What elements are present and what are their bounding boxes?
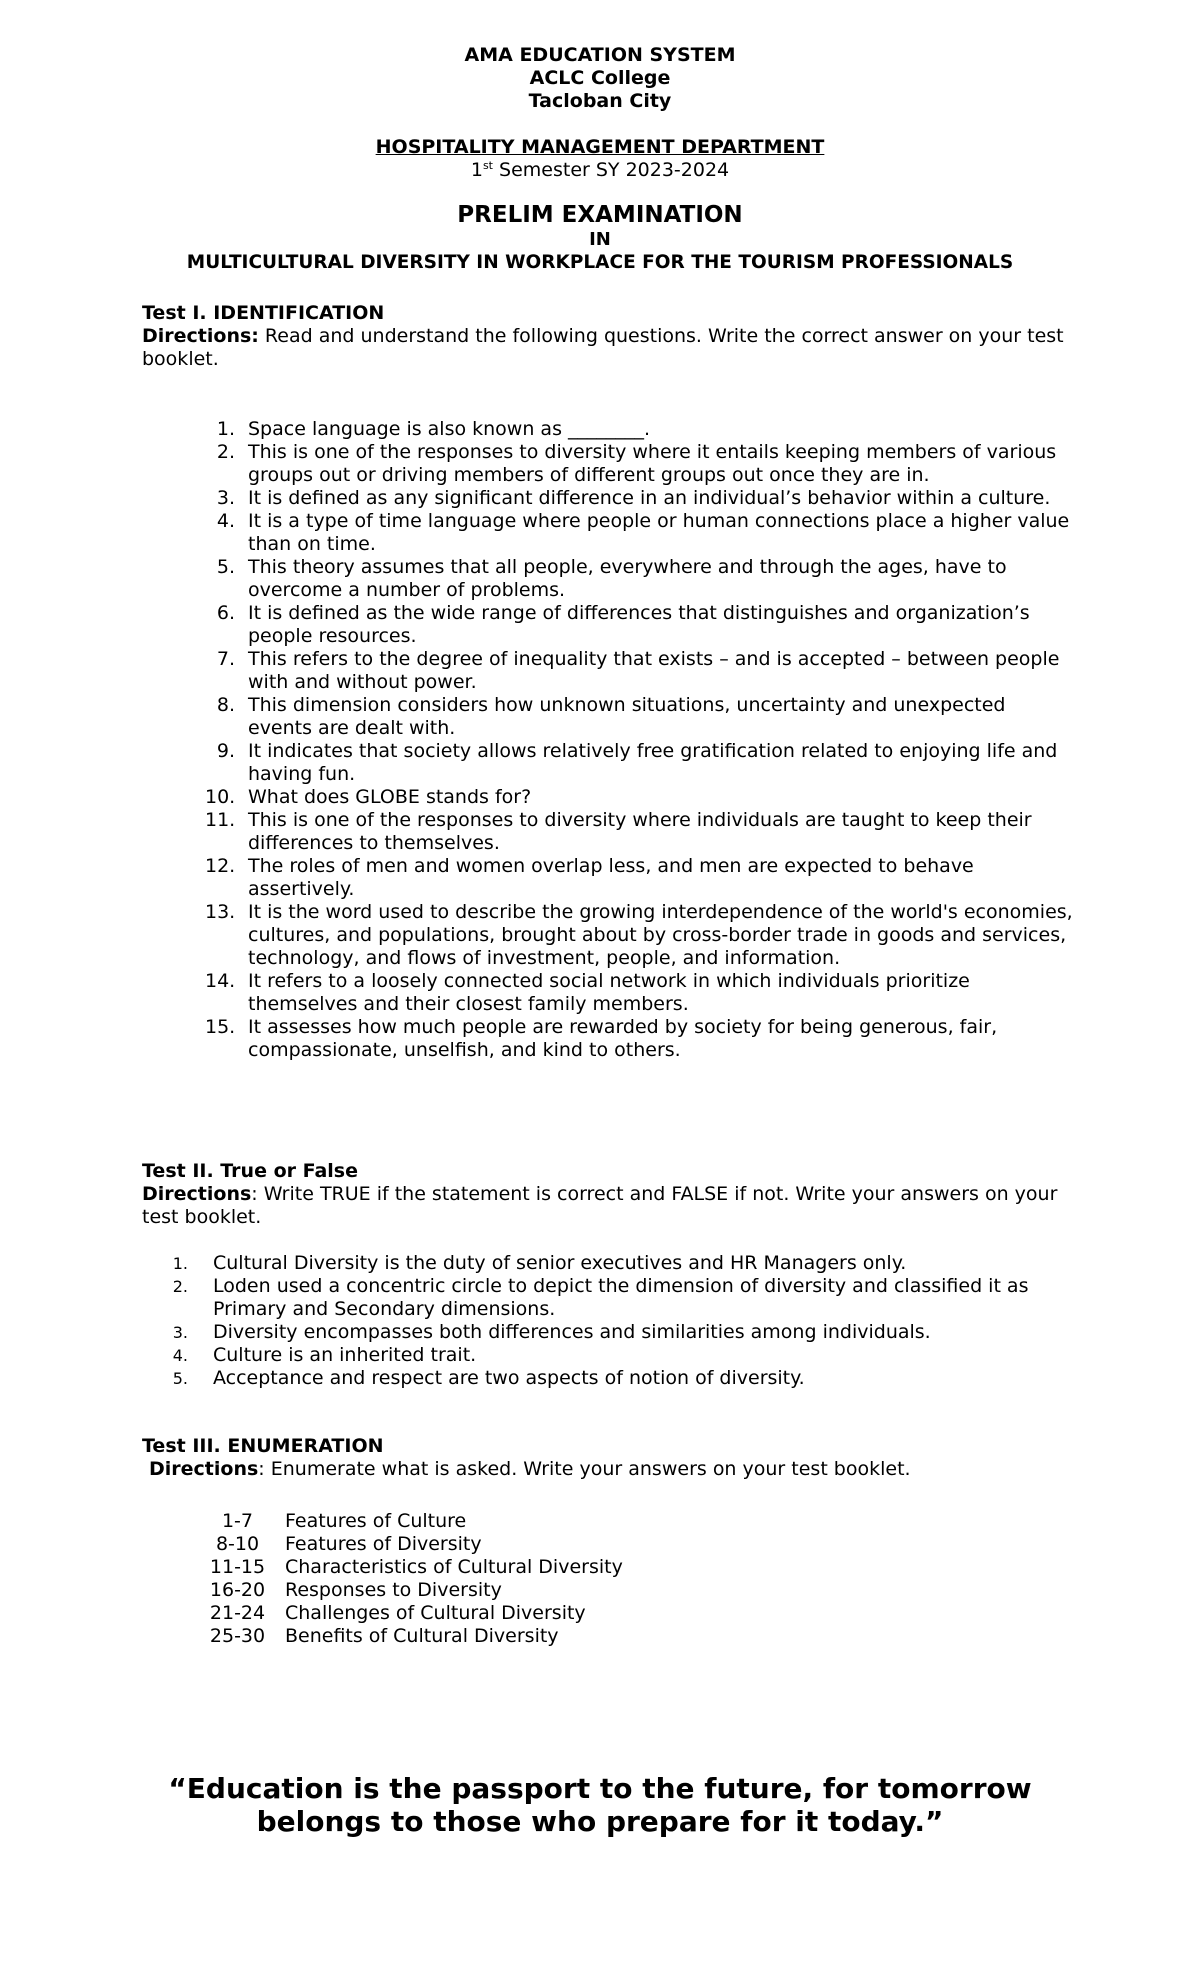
question-item-text: It is defined as the wide range of differences that distinguishes and organization’s people resources. xyxy=(248,602,1030,647)
question-item xyxy=(205,441,1075,487)
enumeration-item-number: 1-7 xyxy=(221,1510,254,1532)
org-name: AMA EDUCATION SYSTEM xyxy=(464,44,736,66)
enumeration-item-text: Benefits of Cultural Diversity xyxy=(285,1625,559,1647)
exam-in: IN xyxy=(589,229,611,250)
question-item-text: This is one of the responses to diversity where individuals are taught to keep their differences to themselves. xyxy=(248,809,1032,854)
question-item-number: 6. xyxy=(216,602,235,624)
question-item-text: It is a type of time language where people or human connections place a higher value than on time. xyxy=(248,510,1070,555)
question-item-text: Space language is also known as ________. xyxy=(248,418,651,440)
question-item-text: This dimension considers how unknown situations, uncertainty and unexpected events are dealt with. xyxy=(248,694,1006,739)
test2-directions-label: Directions xyxy=(142,1183,252,1205)
question-item xyxy=(205,694,1075,740)
department-title: HOSPITALITY MANAGEMENT DEPARTMENT xyxy=(375,136,825,158)
question-item-number: 10. xyxy=(205,786,236,808)
semester-text: Semester SY 2023-2024 xyxy=(492,159,730,181)
question-item-number: 15. xyxy=(205,1016,236,1038)
enumeration-item-number: 16-20 xyxy=(209,1579,266,1601)
question-item-number: 7. xyxy=(216,648,235,670)
enumeration-item xyxy=(205,1625,905,1648)
test1-question-list xyxy=(205,418,1075,1062)
question-item-text: It is the word used to describe the growing interdependence of the world's economies, cultures, and populations, brought about by cross-border trade in goods and services, technology, and flows of investment, people, and information. xyxy=(248,901,1073,969)
statement-item-text: Loden used a concentric circle to depict the dimension of diversity and classified it as Primary and Secondary dimensions. xyxy=(213,1275,1029,1320)
document-header xyxy=(0,44,1200,275)
test3-directions-text: : Enumerate what is asked. Write your answers on your test booklet. xyxy=(258,1458,911,1480)
enumeration-item xyxy=(205,1602,905,1625)
statement-item xyxy=(172,1321,1072,1344)
question-item-text: It assesses how much people are rewarded by society for being generous, fair, compassionate, unselfish, and kind to others. xyxy=(248,1016,998,1061)
question-item-text: It is defined as any significant difference in an individual’s behavior within a culture. xyxy=(248,487,1051,509)
question-item xyxy=(205,786,1075,809)
exam-title: PRELIM EXAMINATION xyxy=(457,202,743,228)
question-item-number: 8. xyxy=(216,694,235,716)
statement-item xyxy=(172,1344,1072,1367)
question-item-text: It refers to a loosely connected social network in which individuals prioritize themselves and their closest family members. xyxy=(248,970,970,1015)
city-name: Tacloban City xyxy=(528,90,672,112)
enumeration-item-text: Responses to Diversity xyxy=(285,1579,502,1601)
question-item-number: 12. xyxy=(205,855,236,877)
test2-title: Test II. True or False xyxy=(142,1160,359,1182)
question-item-text: It indicates that society allows relatively free gratification related to enjoying life and having fun. xyxy=(248,740,1058,785)
question-item-number: 3. xyxy=(216,487,235,509)
question-item xyxy=(205,487,1075,510)
closing-quote xyxy=(0,1772,1200,1838)
question-item-text: This theory assumes that all people, everywhere and through the ages, have to overcome a number of problems. xyxy=(248,556,1007,601)
question-item xyxy=(205,740,1075,786)
question-item xyxy=(205,602,1075,648)
statement-item xyxy=(172,1252,1072,1275)
statement-item-number: 5. xyxy=(172,1369,188,1388)
question-item-text: This refers to the degree of inequality that exists – and is accepted – between people with and without power. xyxy=(248,648,1060,693)
statement-item xyxy=(172,1367,1072,1390)
test3-enumeration-list xyxy=(205,1510,905,1648)
question-item-number: 2. xyxy=(216,441,235,463)
question-item xyxy=(205,855,1075,901)
test1-directions-label: Directions: xyxy=(142,325,259,347)
question-item-number: 9. xyxy=(216,740,235,762)
question-item xyxy=(205,648,1075,694)
question-item-number: 14. xyxy=(205,970,236,992)
enumeration-item-number: 11-15 xyxy=(209,1556,266,1578)
test1-directions-text: Read and understand the following questions. Write the correct answer on your test booklet. xyxy=(142,325,1064,370)
question-item-number: 4. xyxy=(216,510,235,532)
course-title: MULTICULTURAL DIVERSITY IN WORKPLACE FOR THE TOURISM PROFESSIONALS xyxy=(186,252,1014,273)
test1-directions xyxy=(142,325,1072,371)
semester-number: 1 xyxy=(470,159,483,181)
question-item xyxy=(205,1016,1075,1062)
semester-line xyxy=(0,159,1200,182)
enumeration-item-number: 8-10 xyxy=(215,1533,260,1555)
college-name: ACLC College xyxy=(529,67,671,89)
statement-item-text: Culture is an inherited trait. xyxy=(213,1344,477,1366)
question-item xyxy=(205,901,1075,970)
statement-item-number: 1. xyxy=(172,1254,188,1273)
statement-item-number: 2. xyxy=(172,1277,188,1296)
question-item-text: The roles of men and women overlap less, and men are expected to behave assertively. xyxy=(248,855,974,900)
question-item-number: 13. xyxy=(205,901,236,923)
test3-directions xyxy=(149,1458,1079,1481)
enumeration-item xyxy=(205,1510,905,1533)
enumeration-item xyxy=(205,1579,905,1602)
enumeration-item-text: Characteristics of Cultural Diversity xyxy=(285,1556,623,1578)
statement-item-number: 4. xyxy=(172,1346,188,1365)
enumeration-item-text: Challenges of Cultural Diversity xyxy=(285,1602,586,1624)
enumeration-item-number: 21-24 xyxy=(209,1602,266,1624)
enumeration-item-text: Features of Culture xyxy=(285,1510,467,1532)
question-item-number: 5. xyxy=(216,556,235,578)
question-item xyxy=(205,809,1075,855)
question-item-number: 11. xyxy=(205,809,236,831)
test2-statement-list xyxy=(172,1252,1072,1390)
question-item xyxy=(205,970,1075,1016)
question-item-number: 1. xyxy=(216,418,235,440)
quote-line-2: belongs to those who prepare for it today.” xyxy=(256,1805,944,1838)
enumeration-item-text: Features of Diversity xyxy=(285,1533,482,1555)
enumeration-item-number: 25-30 xyxy=(209,1625,266,1647)
statement-item-text: Cultural Diversity is the duty of senior executives and HR Managers only. xyxy=(213,1252,907,1274)
statement-item-text: Acceptance and respect are two aspects of notion of diversity. xyxy=(213,1367,805,1389)
statement-item xyxy=(172,1275,1072,1321)
question-item xyxy=(205,556,1075,602)
statement-item-text: Diversity encompasses both differences and similarities among individuals. xyxy=(213,1321,931,1343)
test3-title: Test III. ENUMERATION xyxy=(142,1435,384,1457)
question-item xyxy=(205,510,1075,556)
test2-directions-text: : Write TRUE if the statement is correct and FALSE if not. Write your answers on your test booklet. xyxy=(142,1183,1058,1228)
quote-line-1: “Education is the passport to the future, for tomorrow xyxy=(168,1772,1032,1805)
test1-title: Test I. IDENTIFICATION xyxy=(142,302,385,324)
test2-directions xyxy=(142,1183,1072,1229)
test3-directions-label: Directions xyxy=(149,1458,259,1480)
statement-item-number: 3. xyxy=(172,1323,188,1342)
enumeration-item xyxy=(205,1533,905,1556)
semester-ordinal: st xyxy=(482,159,493,172)
question-item-text: This is one of the responses to diversity where it entails keeping members of various groups out or driving members of different groups out once they are in. xyxy=(248,441,1057,486)
question-item xyxy=(205,418,1075,441)
question-item-text: What does GLOBE stands for? xyxy=(248,786,532,808)
enumeration-item xyxy=(205,1556,905,1579)
